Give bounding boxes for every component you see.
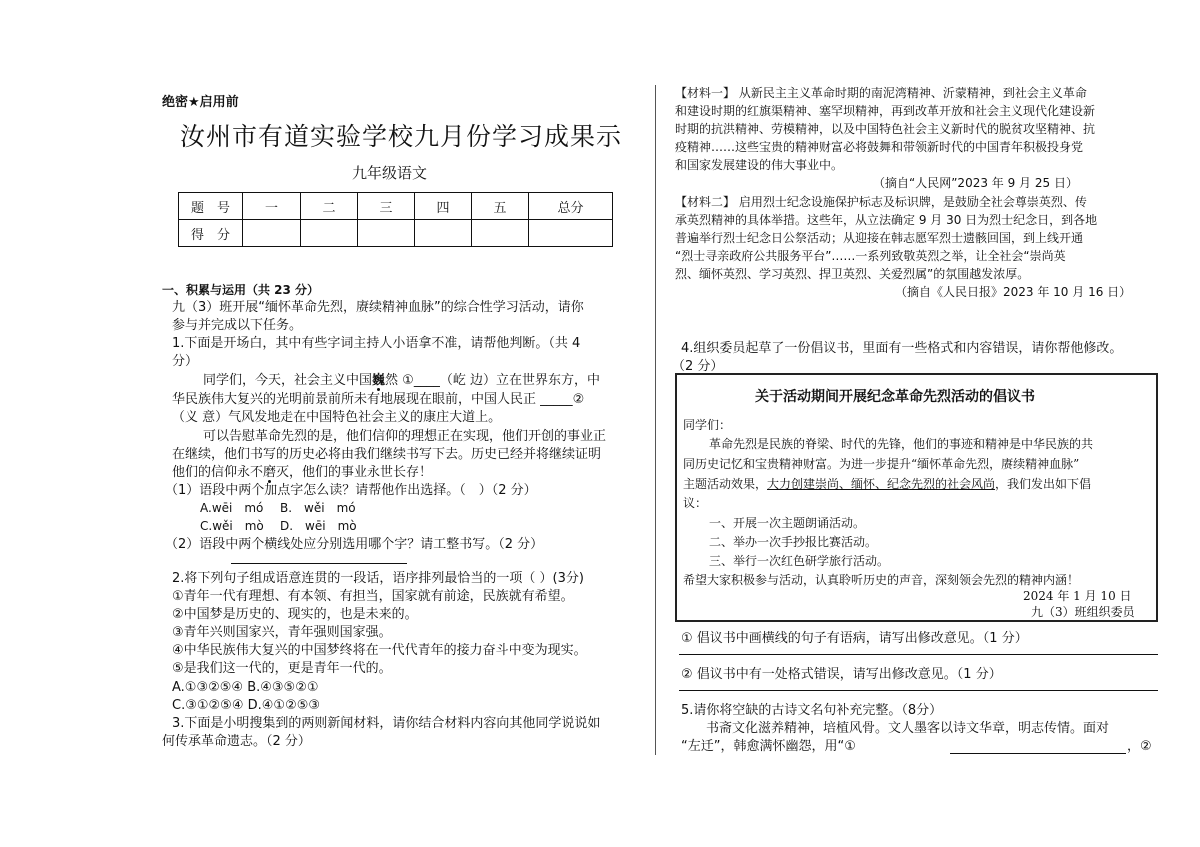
score-table-col: 四 (415, 193, 472, 220)
question-5-line: 书斋文化滋养精神，培植风骨。文人墨客以诗文华章，明志传情。面对 (706, 721, 1110, 736)
answer-line[interactable] (679, 654, 1158, 655)
passage-text: 他们的信仰永不 (172, 465, 264, 480)
passage-line (172, 391, 584, 408)
blank-1[interactable]: ____ (413, 373, 440, 388)
proposal-box (675, 373, 1158, 622)
question-2: 2.将下列句子组成语意连贯的一段话，语序排列最恰当的一项（ ）(3分) (172, 571, 584, 586)
proposal-title: 关于活动期间开展纪念革命先烈活动的倡议书 (755, 389, 1035, 405)
question-4-cont: （2 分） (672, 359, 724, 374)
material-2-line: 承英烈精神的具体举措。这些年，从立法确定 9 月 30 日为烈士纪念日，到各地 (675, 213, 1098, 227)
proposal-item: 二、举办一次手抄报比赛活动。 (709, 535, 878, 549)
passage-text: ② (572, 392, 585, 407)
material-2-source: （摘自《人民日报》2023 年 10 月 16 日） (895, 285, 1132, 299)
secret-label: 绝密★启用前 (162, 95, 239, 110)
option-a[interactable]: A.wēi mó (200, 501, 264, 515)
option-c[interactable]: C.wěi mò (200, 519, 264, 533)
score-table-col: 三 (358, 193, 415, 220)
intro-line: 参与并完成以下任务。 (172, 318, 303, 333)
question-4: 4.组织委员起草了一份倡议书，里面有一些格式和内容错误，请你帮他修改。 (681, 341, 1123, 356)
exam-title: 汝州市有道实验学校九月份学习成果示 (180, 122, 623, 151)
material-1-line: 和建设时期的红旗渠精神、塞罕坝精神，再到改革开放和社会主义现代化建设新 (675, 104, 1096, 118)
passage-text: 灭，他们的事业永世长存！ (276, 465, 433, 480)
question-1-cont: 分） (172, 354, 199, 369)
material-1-line: 和国家发展建设的伟大事业中。 (675, 158, 844, 172)
material-1-line: 【材料一】 从新民主主义革命时期的南泥湾精神、沂蒙精神，到社会主义革命 (675, 86, 1087, 100)
answer-line[interactable] (679, 690, 1158, 691)
proposal-line: 同历史记忆和宝贵精神财富。为进一步提升“缅怀革命先烈，赓续精神血脉” (683, 457, 1080, 471)
section-1-heading: 一、积累与运用（共 23 分） (162, 283, 320, 297)
passage-line (172, 464, 432, 481)
proposal-text: ，我们发出如下倡 (995, 477, 1092, 491)
passage-text: （屹 边）立在世界东方，中 (439, 373, 600, 388)
material-1-source: （摘自“人民网”2023 年 9 月 25 日） (873, 176, 1078, 190)
passage-line: 在继续，他们书写的历史必将由我们继续书写下去。历史已经并将继续证明 (172, 447, 602, 462)
score-cell[interactable] (472, 220, 529, 247)
column-divider (655, 85, 656, 755)
question-5-line: ，② (1127, 739, 1152, 754)
blank-2[interactable]: _____ (540, 392, 573, 407)
choice-ab[interactable]: A.①③②⑤④ B.④③⑤②① (172, 680, 319, 695)
score-table-col: 五 (472, 193, 529, 220)
question-5-line: “左迁”，韩愈满怀幽怨，用“① (681, 739, 856, 754)
proposal-line (683, 475, 1091, 493)
poem-blank-1[interactable] (950, 753, 1126, 754)
passage-line (203, 372, 600, 389)
passage-text: 华民族伟大复兴的光明前景前所未有地展现在眼前，中国人民正 (172, 392, 537, 407)
score-table (178, 192, 613, 247)
proposal-date: 2024 年 1 月 10 日 (1023, 589, 1132, 603)
option-b[interactable]: B. wěi mó (280, 501, 356, 515)
question-3-cont: 何传承革命遗志。（2 分） (162, 734, 311, 749)
sentence-option: ②中国梦是历史的、现实的，也是未来的。 (172, 607, 418, 622)
exam-subtitle: 九年级语文 (352, 164, 428, 182)
score-table-row-header: 题 号 (179, 193, 243, 220)
answer-line[interactable] (231, 563, 407, 564)
score-table-row-header: 得 分 (179, 220, 243, 247)
material-1-line: 疫精神……这些宝贵的精神财富必将鼓舞和带领新时代的中国青年积极投身党 (675, 140, 1084, 154)
proposal-greeting: 同学们： (683, 418, 732, 432)
passage-line: （义 意）气风发地走在中国特色社会主义的康庄大道上。 (172, 410, 502, 425)
score-cell[interactable] (529, 220, 613, 247)
score-table-col: 一 (243, 193, 301, 220)
underlined-sentence: 大力创建崇尚、缅怀、纪念先烈的社会风尚 (767, 477, 996, 491)
score-table-col: 总分 (529, 193, 613, 220)
question-3: 3.下面是小明搜集到的两则新闻材料，请你结合材料内容向其他同学说说如 (172, 716, 601, 731)
proposal-line: 革命先烈是民族的脊梁、时代的先锋，他们的事迹和精神是中华民族的共 (709, 437, 1094, 451)
question-1: 1.下面是开场白，其中有些字词主持人小语拿不准，请帮他判断。（共 4 (172, 336, 581, 351)
sentence-option: ④中华民族伟大复兴的中国梦终将在一代代青年的接力奋斗中变为现实。 (172, 643, 587, 658)
proposal-text: 主题活动效果， (683, 477, 768, 491)
material-2-line: 烈、缅怀英烈、学习英烈、捍卫英烈、关爱烈属”的氛围越发浓厚。 (675, 267, 1030, 281)
sentence-option: ⑤是我们这一代的，更是青年一代的。 (172, 661, 392, 676)
score-table-score-row (179, 220, 613, 247)
passage-text: 然 ① (385, 373, 414, 388)
proposal-closing: 希望大家积极参与活动，认真聆听历史的声音，深刻领会先烈的精神内涵！ (683, 573, 1080, 587)
dotted-char: 巍 (372, 373, 386, 388)
dotted-char: 磨 (263, 465, 277, 480)
sentence-option: ③青年兴则国家兴，青年强则国家强。 (172, 625, 392, 640)
passage-text: 同学们，今天，社会主义中国 (203, 373, 373, 388)
score-cell[interactable] (358, 220, 415, 247)
sub-question-1: （1）语段中两个加点字怎么读？请帮他作出选择。（ ）（2 分） (165, 483, 537, 498)
question-5: 5.请你将空缺的古诗文名句补充完整。（8分） (681, 703, 943, 718)
proposal-item: 三、举行一次红色研学旅行活动。 (709, 554, 890, 568)
score-cell[interactable] (415, 220, 472, 247)
sub-question-2: （2）语段中两个横线处应分别选用哪个字？请工整书写。（2 分） (165, 537, 544, 552)
intro-line: 九（3）班开展“缅怀革命先烈，赓续精神血脉”的综合性学习活动，请你 (172, 300, 584, 315)
score-table-col: 二 (301, 193, 358, 220)
option-d[interactable]: D. wēi mò (280, 519, 357, 533)
material-2-line: “烈士寻亲政府公共服务平台”……一系列致敬英烈之举，让全社会“崇尚英 (675, 249, 1066, 263)
score-table-header-row (179, 193, 613, 220)
material-2-line: 【材料二】 启用烈士纪念设施保护标志及标识牌，是鼓励全社会尊崇英烈、传 (675, 195, 1087, 209)
sentence-option: ①青年一代有理想、有本领、有担当，国家就有前途，民族就有希望。 (172, 589, 574, 604)
material-1-line: 时期的抗洪精神、劳模精神，以及中国特色社会主义新时代的脱贫攻坚精神、抗 (675, 122, 1096, 136)
proposal-line: 议： (683, 496, 708, 510)
score-cell[interactable] (243, 220, 301, 247)
proposal-signature: 九（3）班组织委员 (1031, 605, 1135, 619)
passage-line: 可以告慰革命先烈的是，他们信仰的理想正在实现，他们开创的事业正 (203, 429, 607, 444)
sub-question-4-2: ② 倡议书中有一处格式错误，请写出修改意见。（1 分） (681, 667, 1002, 682)
choice-cd[interactable]: C.③①②⑤④ D.④①②⑤③ (172, 698, 321, 713)
material-2-line: 普遍举行烈士纪念日公祭活动；从迎接在韩志愿军烈士遗骸回国，到上线开通 (675, 231, 1084, 245)
proposal-item: 一、开展一次主题朗诵活动。 (709, 516, 866, 530)
score-cell[interactable] (301, 220, 358, 247)
sub-question-4-1: ① 倡议书中画横线的句子有语病，请写出修改意见。（1 分） (681, 631, 1028, 646)
